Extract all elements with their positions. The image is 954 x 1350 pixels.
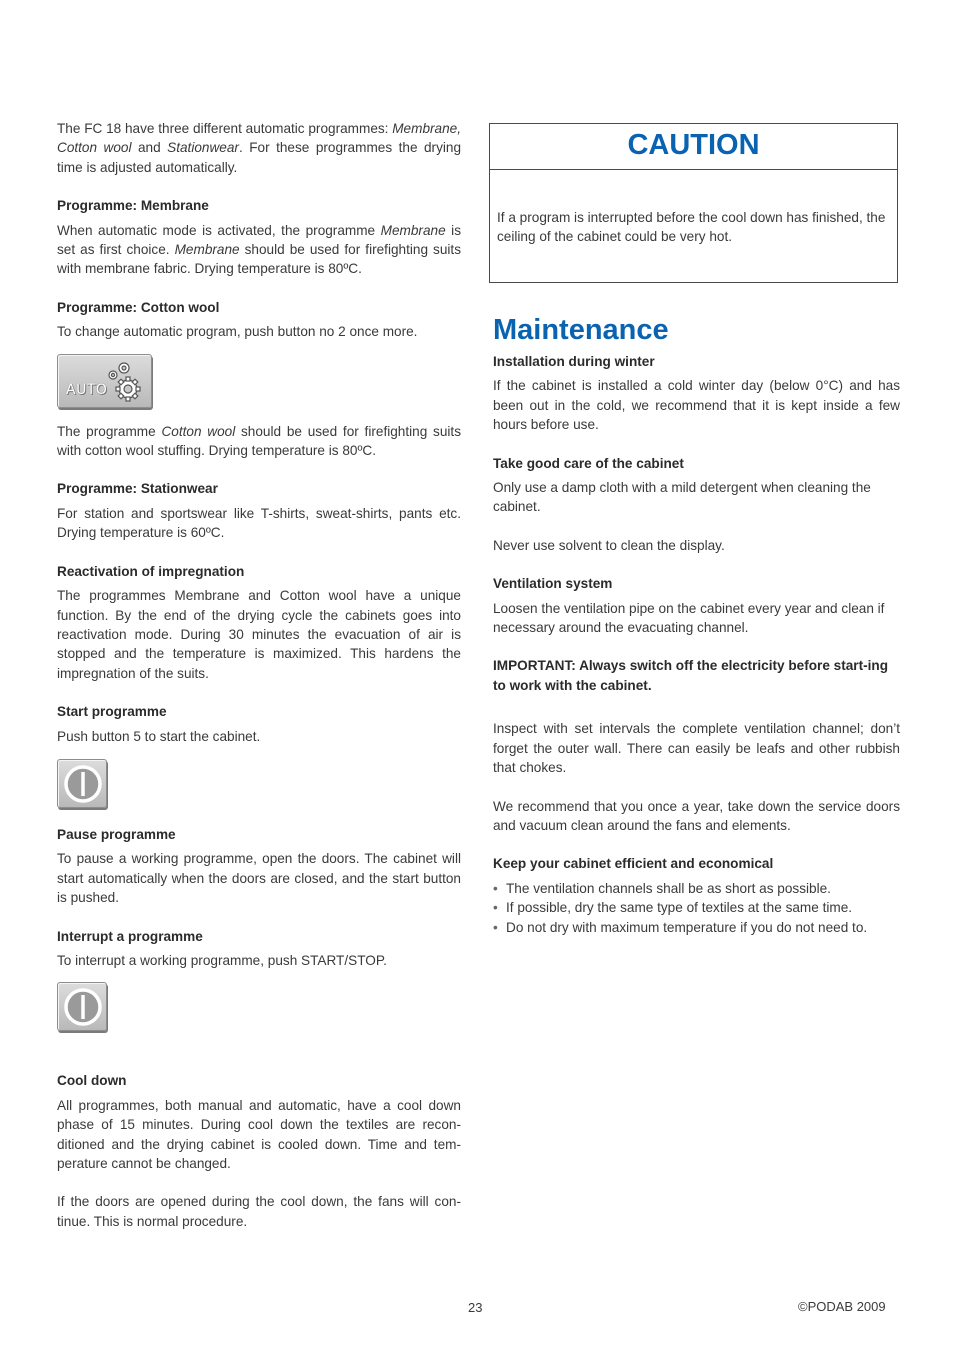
- interrupt-heading: Interrupt a programme: [57, 928, 203, 944]
- start-stop-button-2: [57, 982, 107, 1031]
- reactivation-heading: Reactivation of impregnation: [57, 563, 245, 579]
- start-stop-button: [57, 759, 107, 808]
- list-item: • Do not dry with maximum temperature if you do not need to.: [493, 918, 900, 937]
- pause-heading: Pause programme: [57, 826, 176, 842]
- auto-button: [57, 354, 152, 408]
- list-item: • The ventilation channels shall be as short as possible.: [493, 879, 900, 898]
- efficient-heading: Keep your cabinet efficient and economical: [493, 856, 774, 872]
- auto-button-label: AUTO: [66, 381, 108, 398]
- copyright: ©PODAB 2009: [798, 1299, 886, 1314]
- cooldown-heading: Cool down: [57, 1073, 127, 1089]
- power-icon: [58, 760, 108, 809]
- pause-paragraph: To pause a working programme, open the doors. The cabinet will start automatically when the doors are closed, and the start button is pushed.: [57, 851, 461, 906]
- winter-heading: Installation during winter: [493, 354, 655, 369]
- ventilation-heading: Ventilation system: [493, 576, 613, 592]
- cooldown-paragraph-1: All programmes, both manual and automatic, have a cool down phase of 15 minutes. During cool down the textiles are recon-ditioned and the drying cabinet is cooled down. Time and tem-perature cannot be changed.: [57, 1097, 461, 1171]
- caution-text: If a program is interrupted before the cool down has finished, the ceiling of the cabinet could be very hot.: [497, 210, 886, 245]
- ventilation-paragraph-3: We recommend that you once a year, take down the service doors and vacuum clean around the fans and elements.: [493, 798, 900, 833]
- ventilation-paragraph-2: Inspect with set intervals the complete ventilation channel; don’t forget the outer wall. There can easily be leafs and other rubbish that chokes.: [493, 721, 900, 776]
- list-item: • If possible, dry the same type of textiles at the same time.: [493, 898, 900, 917]
- caution-title: CAUTION: [490, 124, 897, 170]
- membrane-heading: Programme: Membrane: [57, 198, 209, 214]
- start-heading: Start programme: [57, 704, 167, 720]
- interrupt-paragraph: To interrupt a working programme, push START/STOP.: [57, 952, 387, 968]
- cotton-heading: Programme: Cotton wool: [57, 299, 220, 315]
- care-paragraph-2: Never use solvent to clean the display.: [493, 537, 725, 553]
- cotton-paragraph: The programme Cotton wool should be used for firefighting suits with cotton wool stuffing. Drying temperature is 80ºC.: [57, 423, 461, 459]
- stationwear-heading: Programme: Stationwear: [57, 481, 218, 497]
- caution-box: [489, 123, 898, 283]
- left-column: [57, 119, 461, 1231]
- cotton-instruction: To change automatic program, push button no 2 once more.: [57, 324, 418, 340]
- important-notice: IMPORTANT: Always switch off the electricity before start-ing to work with the cabinet.: [493, 658, 889, 693]
- care-heading: Take good care of the cabinet: [493, 455, 684, 471]
- care-paragraph-1: Only use a damp cloth with a mild detergent when cleaning the cabinet.: [493, 480, 871, 515]
- page-number: 23: [468, 1300, 483, 1315]
- winter-paragraph: If the cabinet is installed a cold winter day (below 0°C) and has been out in the cold, we recommend that it is kept inside a few hours before use.: [493, 378, 900, 433]
- right-column: [489, 123, 900, 937]
- cooldown-paragraph-2: If the doors are opened during the cool down, the fans will con-tinue. This is normal procedure.: [57, 1194, 461, 1229]
- gears-icon: [58, 355, 153, 409]
- membrane-paragraph: When automatic mode is activated, the programme Membrane is set as first choice. Membrane should be used for firefighting suits with membrane fabric. Drying temperature is 80ºC.: [57, 222, 461, 277]
- ventilation-paragraph-1: Loosen the ventilation pipe on the cabinet every year and clean if necessary around the evacuating channel.: [493, 600, 885, 636]
- maintenance-title: Maintenance: [493, 314, 669, 346]
- intro-paragraph: The FC 18 have three different automatic programmes: Membrane, Cotton wool and Stationwear. For these programmes the drying time is adjusted automatically.: [57, 121, 462, 175]
- power-icon: [58, 983, 108, 1032]
- start-paragraph: Push button 5 to start the cabinet.: [57, 728, 261, 744]
- stationwear-paragraph: For station and sportswear like T-shirts, sweat-shirts, pants etc. Drying temperature is 60ºC.: [57, 505, 461, 541]
- efficiency-list: [493, 879, 900, 937]
- reactivation-paragraph: The programmes Membrane and Cotton wool have a unique function. By the end of the drying cycle the cabinets goes into reactivation mode. During 30 minutes the evacuation of air is stopped and the temperature is maximized. This hardens the impregnation of the suits.: [57, 588, 461, 681]
